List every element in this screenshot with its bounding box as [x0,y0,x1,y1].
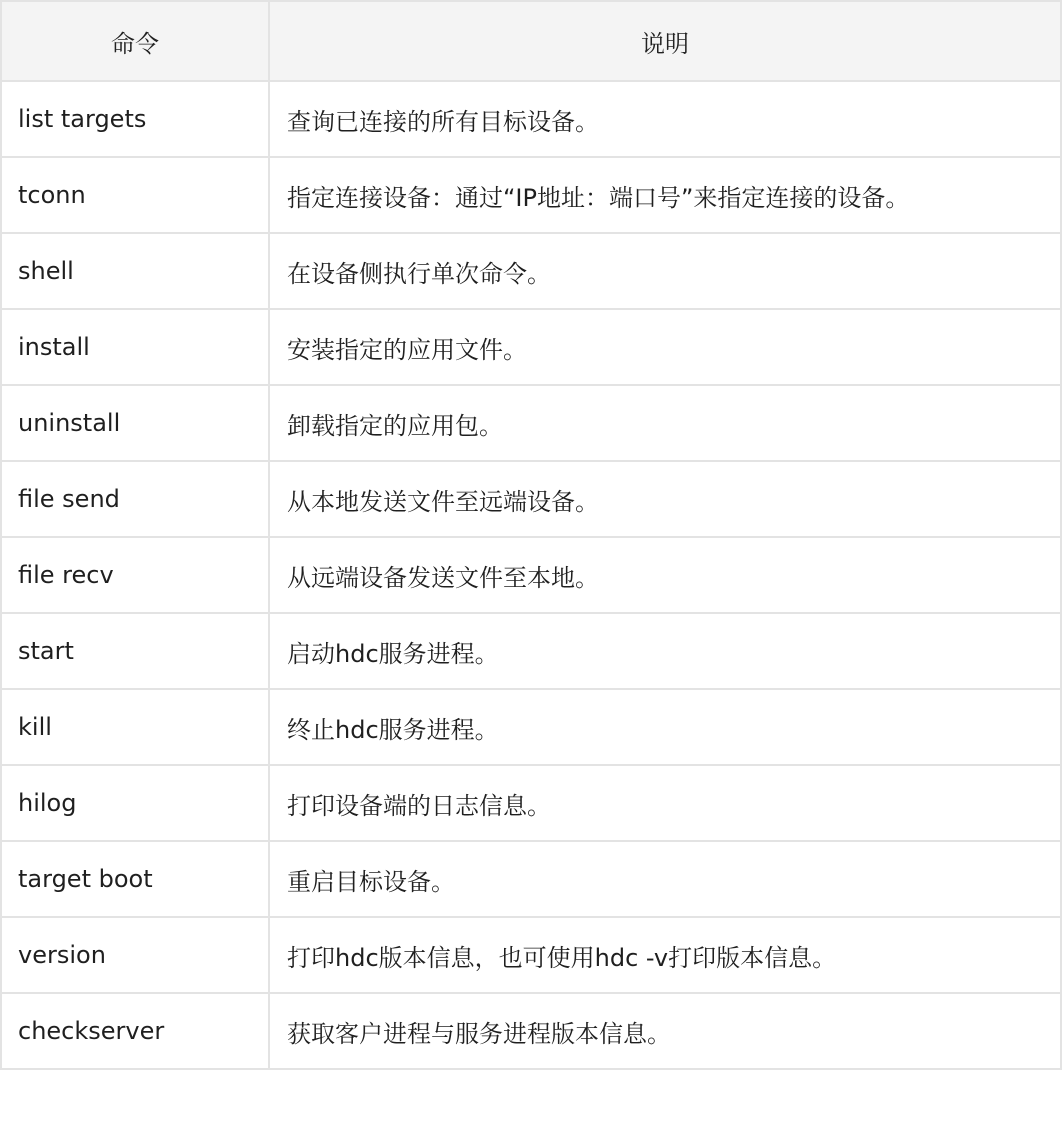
command-cell: install [1,309,269,385]
command-cell: list targets [1,81,269,157]
command-cell: kill [1,689,269,765]
table-row [1,613,1061,689]
table-row [1,689,1061,765]
description-cell: 从远端设备发送文件至本地。 [269,537,1061,613]
command-cell: hilog [1,765,269,841]
table-row [1,841,1061,917]
command-cell: file recv [1,537,269,613]
table-body [1,81,1061,1069]
table-row [1,993,1061,1069]
command-cell: file send [1,461,269,537]
header-row [1,1,1061,81]
table-header [1,1,1061,81]
header-command: 命令 [1,1,269,81]
description-cell: 在设备侧执行单次命令。 [269,233,1061,309]
description-cell: 指定连接设备：通过“IP地址：端口号”来指定连接的设备。 [269,157,1061,233]
description-cell: 重启目标设备。 [269,841,1061,917]
table-row [1,81,1061,157]
command-cell: target boot [1,841,269,917]
command-cell: tconn [1,157,269,233]
description-cell: 从本地发送文件至远端设备。 [269,461,1061,537]
table-row [1,157,1061,233]
command-cell: uninstall [1,385,269,461]
description-cell: 终止hdc服务进程。 [269,689,1061,765]
table-row [1,233,1061,309]
header-description: 说明 [269,1,1061,81]
description-cell: 打印hdc版本信息，也可使用hdc -v打印版本信息。 [269,917,1061,993]
description-cell: 启动hdc服务进程。 [269,613,1061,689]
description-cell: 获取客户进程与服务进程版本信息。 [269,993,1061,1069]
table-row [1,309,1061,385]
command-cell: start [1,613,269,689]
command-cell: shell [1,233,269,309]
description-cell: 安装指定的应用文件。 [269,309,1061,385]
table-row [1,765,1061,841]
description-cell: 卸载指定的应用包。 [269,385,1061,461]
command-cell: checkserver [1,993,269,1069]
table-row [1,917,1061,993]
description-cell: 查询已连接的所有目标设备。 [269,81,1061,157]
command-cell: version [1,917,269,993]
table-row [1,461,1061,537]
table-row [1,537,1061,613]
table-row [1,385,1061,461]
description-cell: 打印设备端的日志信息。 [269,765,1061,841]
